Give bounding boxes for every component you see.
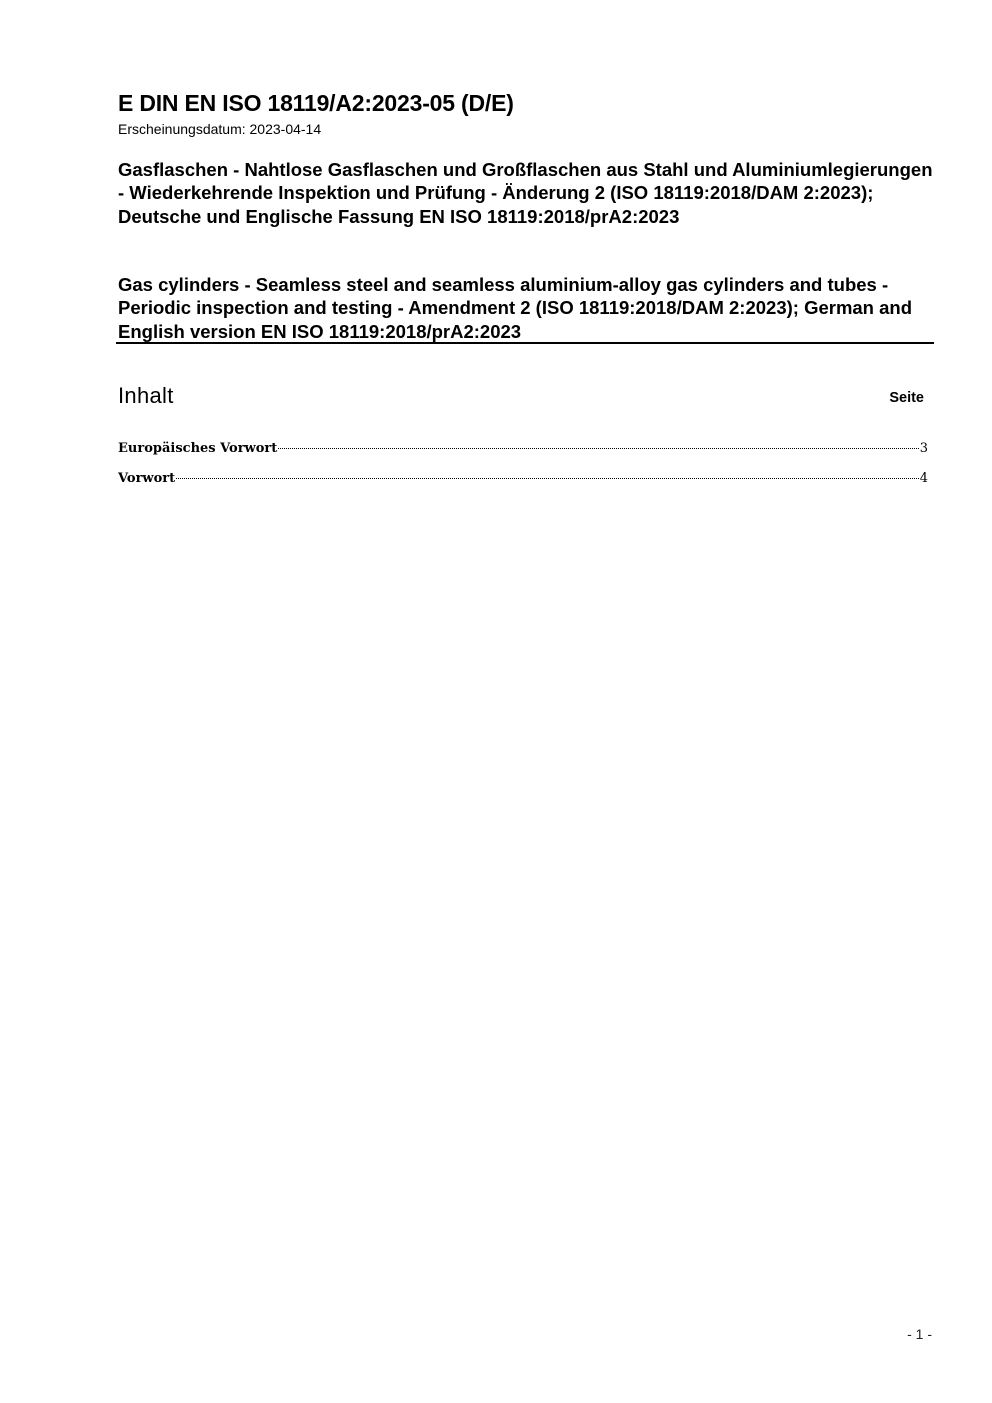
toc-page-label: Seite	[889, 390, 924, 406]
toc-entry-label: Europäisches Vorwort	[118, 441, 278, 456]
toc-leader-dots	[278, 448, 918, 449]
toc-entry-page: 4	[919, 471, 928, 486]
toc-entry-label: Vorwort	[118, 471, 176, 486]
page-number: - 1 -	[907, 1326, 932, 1342]
toc-entry-vorwort[interactable]	[118, 471, 928, 486]
toc-leader-dots	[176, 478, 919, 479]
publication-date: Erscheinungsdatum: 2023-04-14	[118, 121, 322, 137]
title-english: Gas cylinders - Seamless steel and seamless aluminium-alloy gas cylinders and tubes - Periodic inspection and testing - Amendment 2 (ISO 18119:2018/DAM 2:2023); German and English version EN ISO 18119:2018/prA2:2023	[118, 274, 913, 342]
toc-heading: Inhalt	[118, 383, 174, 408]
toc-entry-europaeisches-vorwort[interactable]	[118, 441, 928, 456]
toc-entry-page: 3	[919, 441, 928, 456]
title-divider	[116, 342, 934, 344]
document-id: E DIN EN ISO 18119/A2:2023-05 (D/E)	[118, 90, 514, 116]
title-german: Gasflaschen - Nahtlose Gasflaschen und Großflaschen aus Stahl und Aluminiumlegierungen - Wiederkehrende Inspektion und Prüfung - Änderung 2 (ISO 18119:2018/DAM 2:2023); Deutsche und Englische Fassung EN ISO 18119:2018/prA2:2023	[118, 159, 933, 227]
